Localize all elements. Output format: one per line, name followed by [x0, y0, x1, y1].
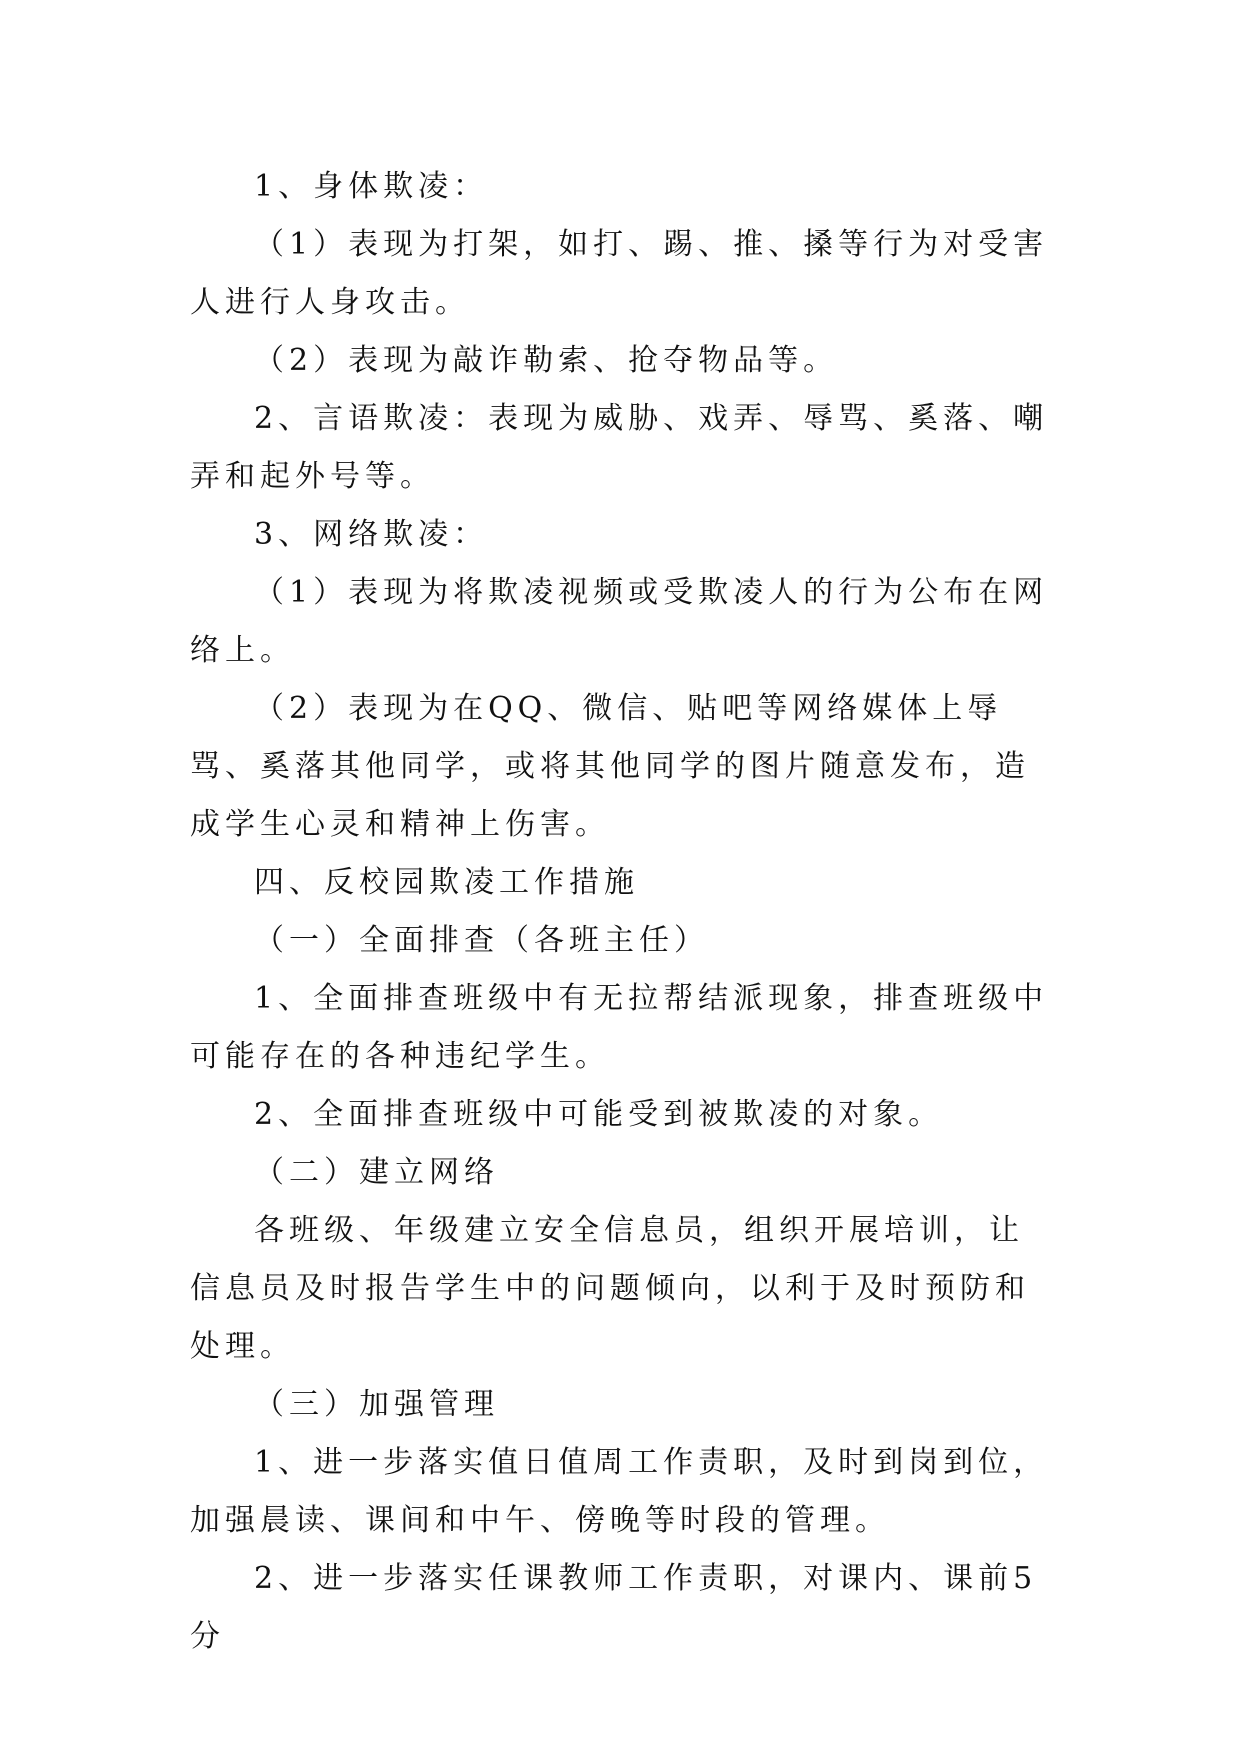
paragraph-physical-item-2: （2）表现为敲诈勒索、抢夺物品等。 — [254, 343, 839, 378]
paragraph-physical-bullying: 1、身体欺凌： — [254, 169, 489, 204]
document-body — [190, 158, 1050, 1666]
subsection-heading-network: （二）建立网络 — [254, 1155, 499, 1190]
paragraph-cyber-item-2: （2）表现为在QQ、微信、贴吧等网络媒体上辱骂、奚落其他同学，或将其他同学的图片随意发布，造成学生心灵和精神上伤害。 — [190, 691, 1030, 842]
paragraph-cyber-item-1: （1）表现为将欺凌视频或受欺凌人的行为公布在网络上。 — [190, 575, 1049, 668]
paragraph-cyber-bullying: 3、网络欺凌： — [254, 517, 489, 552]
paragraph-management-1: 1、进一步落实值日值周工作责职，及时到岗到位，加强晨读、课间和中午、傍晚等时段的管理。 — [190, 1445, 1049, 1538]
subsection-heading-investigation: （一）全面排查（各班主任） — [254, 923, 709, 958]
section-heading-measures: 四、反校园欺凌工作措施 — [254, 865, 639, 900]
paragraph-investigation-2: 2、全面排查班级中可能受到被欺凌的对象。 — [254, 1097, 944, 1132]
subsection-heading-management: （三）加强管理 — [254, 1387, 499, 1422]
paragraph-management-2: 2、进一步落实任课教师工作责职，对课内、课前5分 — [190, 1561, 1038, 1654]
paragraph-physical-item-1: （1）表现为打架，如打、踢、推、搡等行为对受害人进行人身攻击。 — [190, 227, 1049, 320]
paragraph-investigation-1: 1、全面排查班级中有无拉帮结派现象，排查班级中可能存在的各种违纪学生。 — [190, 981, 1049, 1074]
paragraph-network: 各班级、年级建立安全信息员，组织开展培训，让信息员及时报告学生中的问题倾向，以利于及时预防和处理。 — [190, 1213, 1030, 1364]
paragraph-verbal-bullying: 2、言语欺凌：表现为威胁、戏弄、辱骂、奚落、嘲弄和起外号等。 — [190, 401, 1049, 494]
